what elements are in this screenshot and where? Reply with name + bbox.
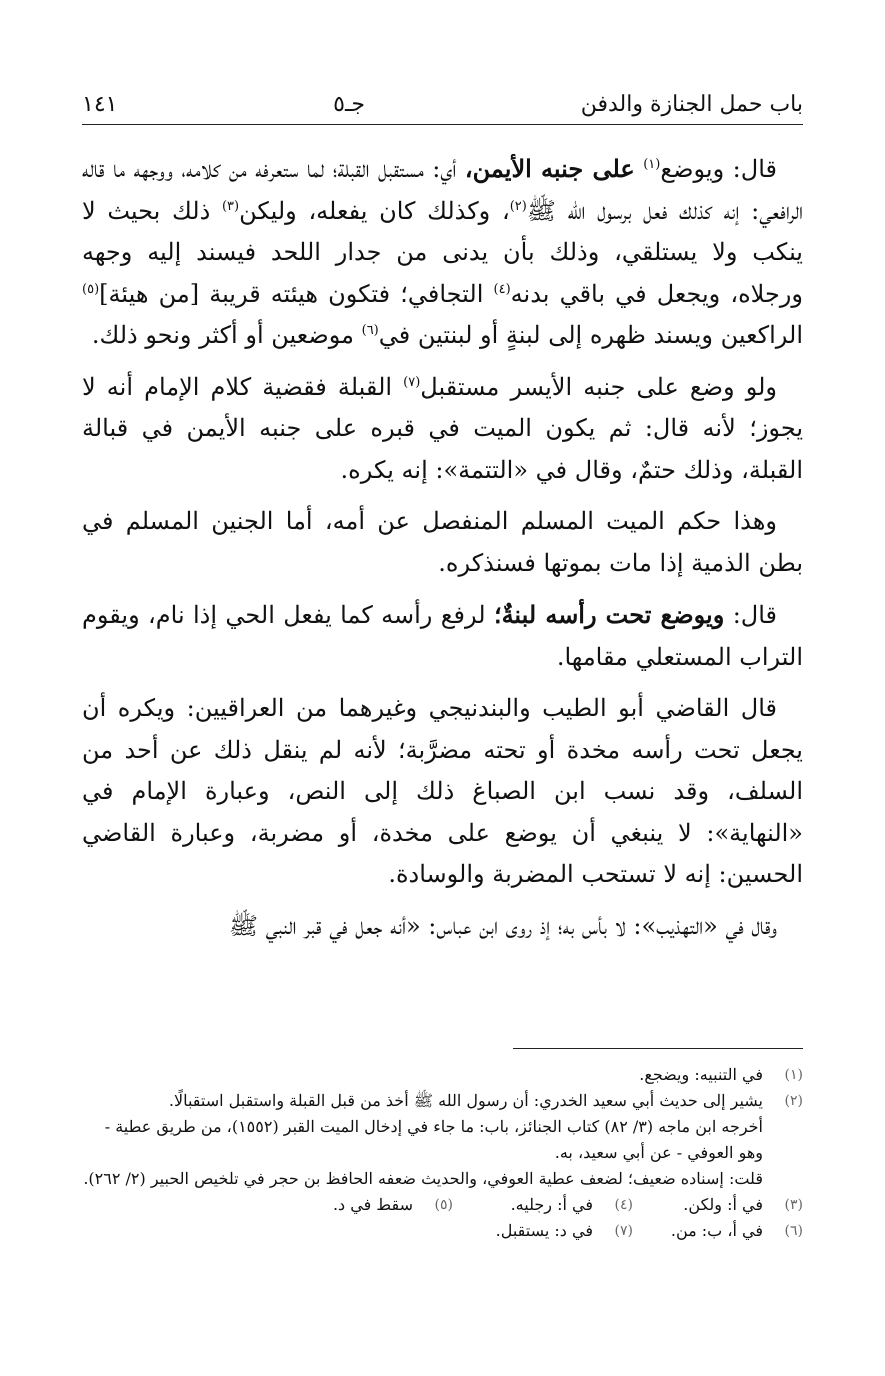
footnote-text: في أ: ولكن. <box>683 1195 763 1214</box>
text-segment: ولو وضع على جنبه الأيسر مستقبل <box>420 372 777 401</box>
footnotes <box>82 1062 803 1244</box>
footnote-number: (٥) <box>434 1197 453 1213</box>
footnote-1 <box>82 1062 803 1088</box>
header-divider <box>82 124 803 125</box>
footnote-row <box>82 1192 803 1218</box>
footnote-ref[interactable]: (٢) <box>509 198 527 214</box>
footnote-ref[interactable]: (٤) <box>493 281 511 297</box>
footnote-text: يشير إلى حديث أبي سعيد الخدري: أن رسول الله ﷺ أخذ من قبل القبلة واستقبل استقبالًا. <box>168 1091 763 1110</box>
footnote-text: في أ، ب: من. <box>670 1221 763 1240</box>
footnote-number: (٦) <box>784 1223 803 1239</box>
footnote-ref[interactable]: (٣) <box>221 198 240 214</box>
chapter-title: باب حمل الجنازة والدفن <box>580 91 803 117</box>
text-segment: لرفع رأسه كما يفعل الحي إذا نام، ويقوم التراب المستعلي مقامها. <box>82 601 803 671</box>
paragraph-3: وهذا حكم الميت المسلم المنفصل عن أمه، أما الجنين المسلم في بطن الذمية إذا مات بموتها فسنذكره. <box>82 507 803 577</box>
footnote-6 <box>633 1218 803 1244</box>
footnote-2-continued: أخرجه ابن ماجه (٣/ ٨٢) كتاب الجنائز، باب: ما جاء في إدخال الميت القبر (١٥٥٢)، من طريق عطية - وهو العوفي - عن أبي سعيد، به. <box>104 1117 763 1162</box>
footnote-number: (٤) <box>614 1197 633 1213</box>
footnote-7 <box>453 1218 633 1244</box>
text-segment: القبلة فقضية كلام الإمام أنه لا يجوز؛ لأنه قال: ثم يكون الميت في قبره على جنبه الأيمن في قبالة القبلة، وذلك حتمٌ، وقال في «التتمة»: إنه يكره. <box>82 372 803 484</box>
footnote-4 <box>453 1192 633 1218</box>
matn-text: على جنبه الأيمن، <box>464 154 635 183</box>
paragraph-1 <box>82 148 803 357</box>
text-segment: أي: مستقبل القبلة؛ لما ستعرفه من كلامه، ووجهه ما قاله الرافعي: إنه كذلك فعل برسول الله ﷺ <box>82 155 803 225</box>
running-header <box>82 84 803 124</box>
footnote-number: (١) <box>784 1067 803 1083</box>
footnote-ref[interactable]: (١) <box>643 157 661 172</box>
text-segment: موضعين أو أكثر ونحو ذلك. <box>91 321 354 349</box>
footnote-2-comment: قلت: إسناده ضعيف؛ لضعف عطية العوفي، والحديث ضعفه الحافظ بن حجر في تلخيص الحبير (٢/ ٢٦٢). <box>83 1169 763 1188</box>
paragraph-5: قال القاضي أبو الطيب والبندنيجي وغيرهما من العراقيين: ويكره أن يجعل تحت رأسه مخدة أو تحته مضرَّبة؛ لأنه لم ينقل ذلك عن أحد من السلف، وقد نسب ابن الصباغ ذلك إلى النص، وعبارة الإمام في «النهاية»: لا ينبغي أن يوضع على مخدة، أو مضربة، وعبارة القاضي الحسين: إنه لا تستحب المضربة والوسادة. <box>82 694 803 888</box>
footnote-ref[interactable]: (٥) <box>82 281 100 297</box>
text-segment: قال: <box>732 601 777 629</box>
text-segment: قال: ويوضع <box>660 155 777 183</box>
footnote-row <box>82 1218 803 1244</box>
volume-label: جـ٥ <box>333 91 366 117</box>
text-segment: الراكعين ويسند ظهره إلى لبنةٍ أو لبنتين في <box>378 321 803 349</box>
footnote-text: في أ: رجليه. <box>510 1195 593 1214</box>
text-segment: ذلك بحيث لا ينكب ولا يستلقي، وذلك بأن يدنى من جدار اللحد فيسند إليه وجهه ورجلاه، ويجعل في باقي بدنه <box>82 196 803 308</box>
text-segment: التجافي؛ فتكون هيئته قريبة [من هيئة] <box>99 279 484 308</box>
paragraph-4 <box>82 594 803 678</box>
footnote-number: (٢) <box>784 1093 803 1109</box>
footnote-3 <box>633 1192 803 1218</box>
matn-text: ويوضع تحت رأسه لبنةٌ؛ <box>493 600 725 629</box>
footnote-number: (٣) <box>784 1197 803 1213</box>
paragraph-2 <box>82 367 803 492</box>
paragraph-6: وقال في «التهذيب»: لا بأس به؛ إذ روى ابن عباس: «أنه جعل في قبر النبي ﷺ <box>228 911 777 940</box>
footnote-number: (٧) <box>614 1223 633 1239</box>
footnote-5 <box>333 1192 453 1218</box>
page-number: ١٤١ <box>82 91 118 117</box>
footnote-text: سقط في د. <box>332 1195 413 1214</box>
footnote-ref[interactable]: (٧) <box>403 374 421 390</box>
footnote-2 <box>82 1088 803 1114</box>
footnote-divider <box>513 1048 803 1049</box>
footnote-text: في التنبيه: ويضجع. <box>639 1065 763 1084</box>
main-text <box>82 148 803 957</box>
text-segment: ، وكذلك كان يفعله، وليكن <box>239 196 510 225</box>
footnote-text: في د: يستقبل. <box>495 1221 593 1240</box>
footnote-ref[interactable]: (٦) <box>361 323 379 338</box>
